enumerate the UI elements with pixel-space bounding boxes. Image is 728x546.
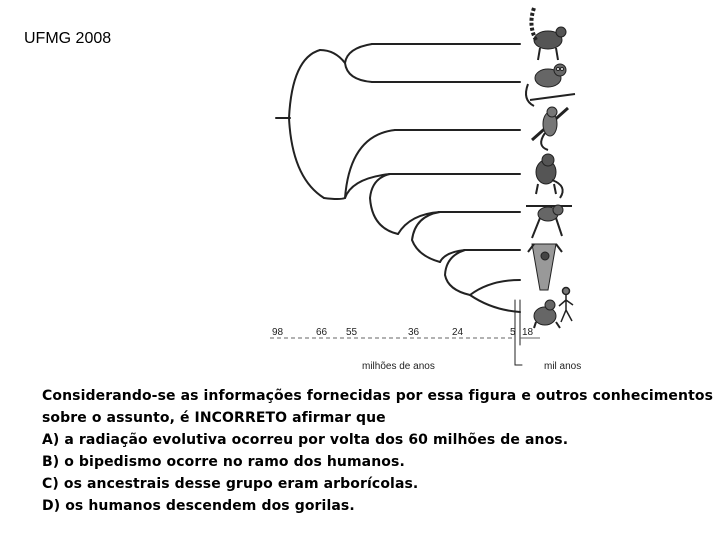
new-world-monkey-icon bbox=[532, 107, 568, 150]
branch-hominoids bbox=[398, 212, 440, 262]
recent-marker-left bbox=[515, 300, 522, 365]
phylogenetic-tree bbox=[276, 44, 522, 365]
option-d[interactable]: D) os humanos descendem dos gorilas. bbox=[42, 498, 355, 514]
tick-label: 36 bbox=[408, 327, 420, 338]
axis-label-millions: milhões de anos bbox=[362, 361, 435, 372]
option-a[interactable]: A) a radiação evolutiva ocorreu por volta dos 60 milhões de anos. bbox=[42, 432, 569, 448]
time-axis bbox=[270, 327, 581, 372]
lemur-icon bbox=[531, 8, 566, 60]
gorilla-icon bbox=[534, 300, 560, 328]
source-label: UFMG 2008 bbox=[24, 30, 112, 47]
gibbon-icon bbox=[526, 205, 572, 238]
orangutan-icon bbox=[528, 244, 562, 290]
branch-root-split bbox=[289, 50, 324, 198]
question-prompt-line-2: sobre o assunto, é INCORRETO afirmar que bbox=[42, 410, 386, 426]
branch-anthropoids bbox=[324, 130, 395, 199]
branch-catarrhines bbox=[345, 174, 398, 234]
tick-label: 66 bbox=[316, 327, 328, 338]
question-block bbox=[42, 385, 712, 517]
branch-gorilla-human bbox=[470, 280, 520, 295]
question-prompt-line-1: Considerando-se as informações fornecidas por essa figura e outros conhecimentos bbox=[42, 388, 714, 404]
tick-label: 18 bbox=[522, 327, 534, 338]
branch-human bbox=[470, 295, 520, 312]
option-c[interactable]: C) os ancestrais desse grupo eram arborícolas. bbox=[42, 476, 419, 492]
axis-label-thousands: mil anos bbox=[544, 361, 582, 372]
tarsier-icon bbox=[526, 64, 575, 106]
tick-label: 55 bbox=[346, 327, 358, 338]
tick-label: 98 bbox=[272, 327, 284, 338]
branch-to-prosimians bbox=[320, 50, 345, 63]
tick-label: 5 bbox=[510, 327, 516, 338]
old-world-monkey-icon bbox=[536, 154, 563, 198]
option-b[interactable]: B) o bipedismo ocorre no ramo dos humanos. bbox=[42, 454, 405, 470]
branch-prosimians bbox=[345, 44, 372, 82]
branch-great-apes bbox=[440, 250, 470, 295]
tick-label: 24 bbox=[452, 327, 464, 338]
human-icon bbox=[559, 288, 573, 323]
